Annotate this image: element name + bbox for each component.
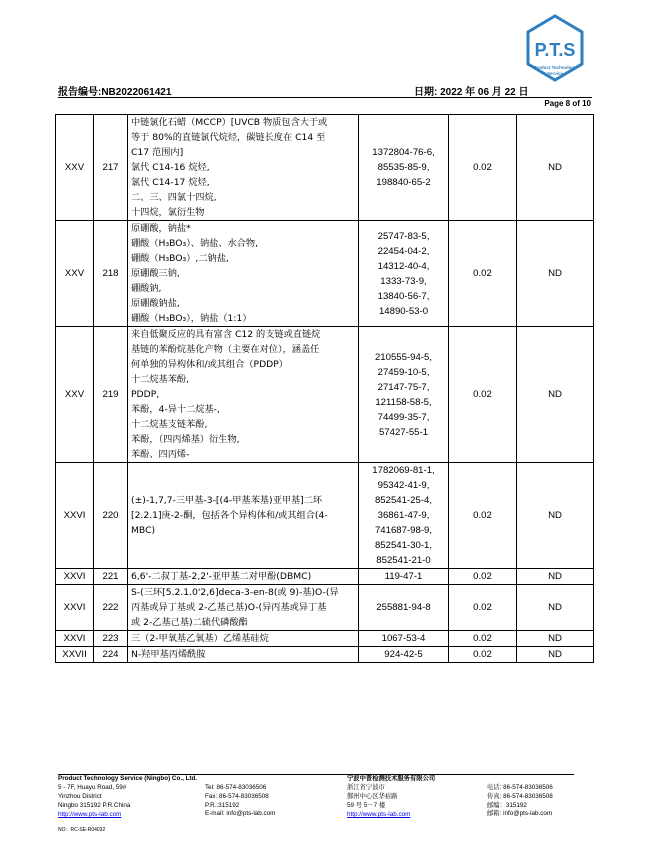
cas-number-cell: 210555-94-5, 27459-10-5, 27147-75-7, 121158-58-5, 74499-35-7, 57427-55-1 [359, 327, 449, 463]
table-row [56, 585, 594, 631]
row-group-cell: XXVI [56, 463, 94, 569]
footer-address-cn: 浙江省宁波市 鄞州中心区华裕路 59 号 5－7 楼 [347, 784, 398, 809]
row-group-cell: XXV [56, 327, 94, 463]
header-divider [58, 97, 592, 98]
result-cell: ND [517, 631, 594, 647]
row-group-cell: XXVI [56, 569, 94, 585]
footer-website-link-cn[interactable]: http://www.pts-lab.com [347, 811, 411, 818]
row-group-cell: XXV [56, 115, 94, 221]
table-row [56, 327, 594, 463]
footer-contact-cn: 电话: 86-574-83036506 传真: 86-574-83036508 邮编：315192 邮箱: info@pts-lab.com [487, 784, 553, 818]
footer-contact-en: Tel: 86-574-83036506 Fax: 86-574-83036508 P.R.:315192 E-mail: info@pts-lab.com [205, 784, 276, 818]
table-row [56, 569, 594, 585]
result-cell: ND [517, 585, 594, 631]
row-group-cell: XXVII [56, 647, 94, 663]
table-row [56, 647, 594, 663]
substance-name-cell: 三（2-甲氧基乙氧基）乙烯基硅烷 [128, 631, 359, 647]
report-number: 报告编号:NB2022061421 [58, 87, 172, 98]
limit-cell: 0.02 [449, 327, 517, 463]
cas-number-cell: 119-47-1 [359, 569, 449, 585]
row-number-cell: 224 [94, 647, 128, 663]
company-logo [520, 14, 590, 86]
row-number-cell: 220 [94, 463, 128, 569]
limit-cell: 0.02 [449, 463, 517, 569]
page-number: Page 8 of 10 [544, 99, 591, 108]
report-date: 日期: 2022 年 06 月 22 日 [414, 87, 529, 98]
row-number-cell: 222 [94, 585, 128, 631]
substance-name-cell: S-(三环[5.2.1.0'2,6]deca-3-en-8(或 9)-基)O-(异 丙基或异丁基或 2-乙基己基)O-(异丙基或异丁基 或 2-乙基己基)二硫代磷酸酯 [128, 585, 359, 631]
result-cell: ND [517, 327, 594, 463]
limit-cell: 0.02 [449, 115, 517, 221]
table-row [56, 115, 594, 221]
substance-name-cell: 来自低聚反应的具有富含 C12 的支链或直链烷 基链的苯酚烷基化产物（主要在对位），涵盖任 何单独的异构体和/或其组合（PDDP） 十二烷基苯酚, PDDP, 苯酚，4-异十二烷基-, 十二烷基支链苯酚, 苯酚，（四丙烯基）衍生物, 苯酚、四丙烯- [128, 327, 359, 463]
result-cell: ND [517, 221, 594, 327]
cas-number-cell: 25747-83-5, 22454-04-2, 14312-40-4, 1333-73-9, 13840-56-7, 14890-53-0 [359, 221, 449, 327]
row-number-cell: 223 [94, 631, 128, 647]
logo-subtitle-2: Service [546, 71, 564, 76]
footer-address-en: 5 - 7F, Huayu Road, 59# Yinzhou District Ningbo 315192 P.R.China [58, 784, 131, 809]
cas-number-cell: 255881-94-8 [359, 585, 449, 631]
document-code: NO：RC-SE-R04032 [58, 827, 106, 833]
footer-website-link-en[interactable]: http://www.pts-lab.com [58, 811, 122, 818]
row-group-cell: XXVI [56, 631, 94, 647]
footer-web-cn-wrap [347, 811, 410, 820]
footer-company-cn: 宁波中普检测技术服务有限公司 [347, 775, 436, 782]
substance-name-cell: (±)-1,7,7-三甲基-3-[(4-甲基苯基)亚甲基]二环 [2.2.1]庚-2-酮，包括各个异构体和/或其组合(4- MBC) [128, 463, 359, 569]
row-number-cell: 219 [94, 327, 128, 463]
footer-company-en: Product Technology Service (Ningbo) Co., Ltd. [58, 775, 198, 782]
result-cell: ND [517, 463, 594, 569]
table-row [56, 463, 594, 569]
row-group-cell: XXV [56, 221, 94, 327]
cas-number-cell: 1372804-76-6, 85535-85-9, 198840-65-2 [359, 115, 449, 221]
cas-number-cell: 1067-53-4 [359, 631, 449, 647]
cas-number-cell: 924-42-5 [359, 647, 449, 663]
table-row [56, 631, 594, 647]
row-number-cell: 221 [94, 569, 128, 585]
substance-name-cell: 6,6'-二叔丁基-2,2'-亚甲基二对甲酚(DBMC) [128, 569, 359, 585]
table-row [56, 221, 594, 327]
limit-cell: 0.02 [449, 647, 517, 663]
row-number-cell: 217 [94, 115, 128, 221]
limit-cell: 0.02 [449, 569, 517, 585]
result-cell: ND [517, 115, 594, 221]
substance-name-cell: 原硼酸，钠盐* 硼酸（H₃BO₃）、钠盐、水合物, 硼酸（H₃BO₃）,二钠盐, 原硼酸三钠, 硼酸钠, 原硼酸钠盐, 硼酸（H₃BO₃），钠盐（1:1） [128, 221, 359, 327]
limit-cell: 0.02 [449, 221, 517, 327]
substance-name-cell: 中链氯化石蜡（MCCP）[UVCB 物质包含大于或 等于 80%的直链氯代烷烃，碳链长度在 C14 至 C17 范围内] 氯代 C14-16 烷烃, 氯代 C14-17 烷烃, 二、三、四氯十四烷, 十四烷，氯衍生物 [128, 115, 359, 221]
test-results-table [55, 114, 594, 663]
cas-number-cell: 1782069-81-1, 95342-41-9, 852541-25-4, 36861-47-9, 741687-98-9, 852541-30-1, 852541-21-0 [359, 463, 449, 569]
logo-subtitle-1: Product Technology [533, 65, 577, 70]
row-group-cell: XXVI [56, 585, 94, 631]
limit-cell: 0.02 [449, 585, 517, 631]
result-cell: ND [517, 569, 594, 585]
row-number-cell: 218 [94, 221, 128, 327]
limit-cell: 0.02 [449, 631, 517, 647]
footer-web-en-wrap [58, 811, 121, 820]
logo-text: P.T.S [534, 40, 576, 60]
result-cell: ND [517, 647, 594, 663]
substance-name-cell: N-羟甲基丙烯酰胺 [128, 647, 359, 663]
